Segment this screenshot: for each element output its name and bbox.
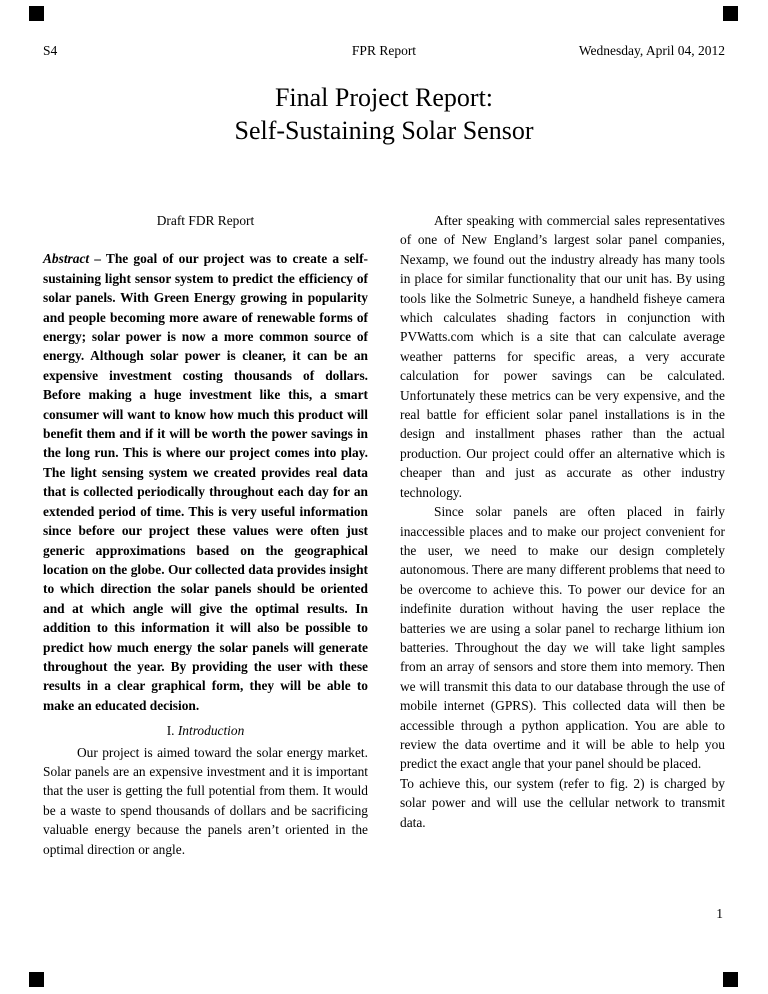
corner-mark-bottom-left: [29, 972, 44, 987]
page-title-line1: Final Project Report:: [274, 83, 494, 112]
right-column: [400, 211, 725, 859]
introduction-paragraph: Our project is aimed toward the solar energy market. Solar panels are an expensive investment and it is important that the user is getting the full potential from them. It would be a waste to spend thousands of dollars and be sacrificing valuable energy because the panels aren’t oriented in the optimal direction or angle.: [43, 744, 368, 857]
section-heading-introduction: [43, 721, 368, 740]
body-paragraph-3: To achieve this, our system (refer to fig. 2) is charged by solar power and will use the cellular network to transmit data.: [400, 775, 725, 830]
section-number: I.: [166, 723, 178, 739]
header-report-title: FPR Report: [351, 43, 417, 58]
abstract-lead-word: Abstract: [43, 251, 90, 267]
section-title: Introduction: [177, 723, 245, 739]
corner-mark-bottom-right: [723, 972, 738, 987]
page-header: [43, 42, 725, 59]
header-date: Wednesday, April 04, 2012: [578, 43, 725, 58]
abstract-text: – The goal of our project was to create a self-sustaining light sensor system to predict the efficiency of solar panels. With Green Energy growing in popularity and people becoming more aware of renewable forms of energy; solar power is now a more common source of energy. Although solar power is cleaner, it can be an expensive investment costing thousands of dollars. Before making a huge investment like this, a smart consumer will want to know how much this product will benefit them and if it will be worth the power savings in the long run. This is where our project comes into play. The light sensing system we created provides real data that is collected periodically throughout each day for an extended period of time. This is very useful information since before our project these values were often just generic approximations based on the geographical location on the globe. Our collected data provides insight to which direction the solar panels should be oriented and at which angle will give the optimal results. In addition to this information it will also be possible to predict how much energy the solar panels will generate throughout the year. By providing the user with these results in a clear graphical form, they will be able to make an educated decision.: [43, 251, 368, 713]
corner-mark-top-left: [29, 6, 44, 21]
draft-label: Draft FDR Report: [156, 213, 255, 228]
corner-mark-top-right: [723, 6, 738, 21]
left-column: [43, 211, 368, 859]
header-section-label: S4: [43, 43, 58, 58]
page-title: [43, 81, 725, 147]
body-paragraph-1: After speaking with commercial sales representatives of one of New England’s largest solar panel companies, Nexamp, we found out the industry already has many tools in place for similar functionality that our unit has. By using tools like the Solmetric Suneye, a handheld fisheye camera which calculates shading factors in conjunction with PVWatts.com which is a site that can calculate average weather patterns for specific areas, a very accurate calculation for power savings can be calculated. Unfortunately these metrics can be very expensive, and the real battle for efficient solar panel installations is in the design and installment phases rather than the actual production. Our project could offer an alternative which is cheaper than and just as accurate as other industry technology.: [400, 213, 725, 500]
document-page: [43, 42, 725, 859]
abstract-paragraph: [43, 249, 368, 715]
page-number: 1: [716, 906, 723, 921]
body-paragraph-2: Since solar panels are often placed in fairly inaccessible places and to make our project convenient for the user, we need to make our design completely autonomous. There are many different problems that need to be overcome to achieve this. To power our device for an indefinite duration without having the user replace the batteries we are using a solar panel to recharge lithium ion batteries. Throughout the day we will take light samples from an array of sensors and store them into memory. Then we will transmit this data to our database through the use of mobile internet (GPRS). This collected data will then be accessible through a python application. You are able to review the data overtime and it will be able to help you predict the exact angle that your panel should be placed.: [400, 504, 725, 772]
two-column-body: [43, 211, 725, 859]
page-title-line2: Self-Sustaining Solar Sensor: [234, 116, 534, 145]
